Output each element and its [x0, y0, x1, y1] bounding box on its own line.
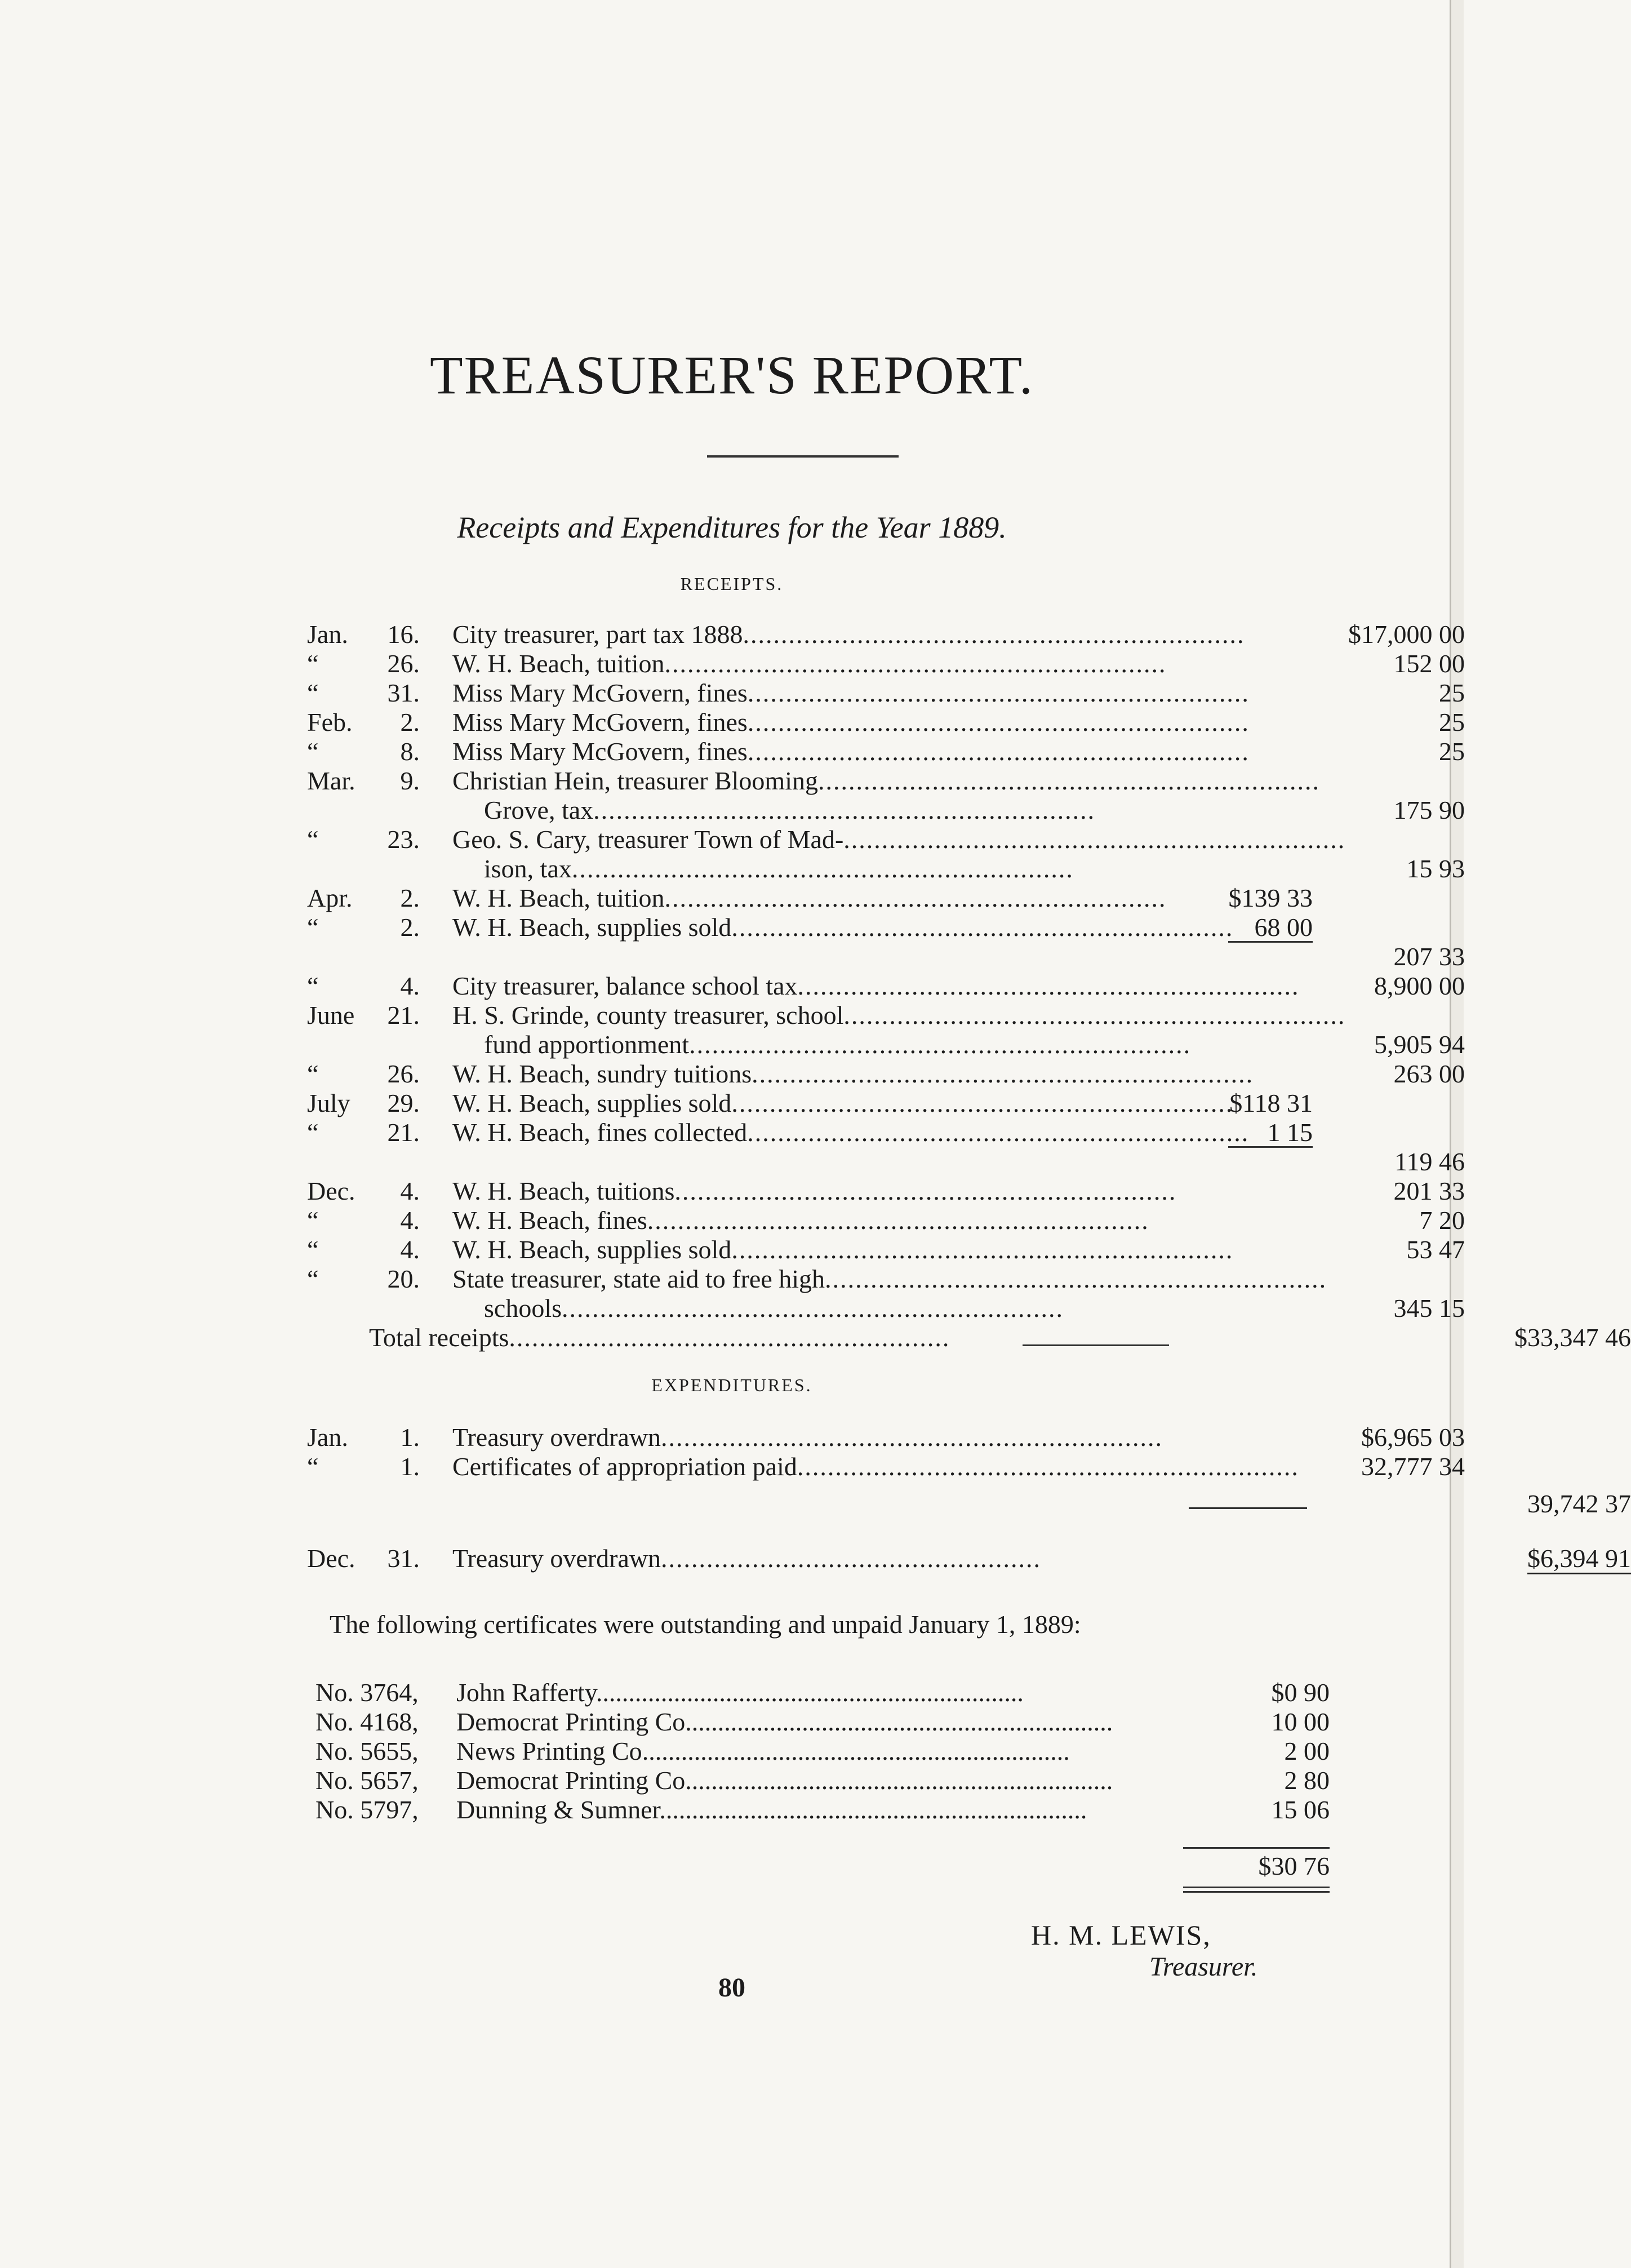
- entry-description: W. H. Beach, supplies sold..................................................................: [452, 1235, 1234, 1264]
- entry-amount: 25: [1439, 678, 1465, 707]
- certificate-payee: Dunning & Sumner..................................................................: [456, 1795, 1087, 1824]
- entry-amount: 25: [1439, 737, 1465, 766]
- certificates-double-rule: [1183, 1891, 1330, 1893]
- entry-description: Grove, tax..................................................................: [484, 796, 1096, 824]
- receipt-row: [307, 1059, 1465, 1089]
- entry-description: Certificates of appropriation paid..................................................................: [452, 1452, 1299, 1481]
- report-subtitle: Receipts and Expenditures for the Year 1889.: [457, 511, 1007, 544]
- entry-month: “: [307, 1118, 319, 1147]
- entry-text: W. H. Beach, fines collected: [452, 1118, 748, 1147]
- overdrawn-amount: $6,394 91: [1527, 1544, 1631, 1573]
- entry-text: Geo. S. Cary, treasurer Town of Mad-: [452, 825, 844, 854]
- entry-day: 9.: [400, 766, 420, 795]
- entry-month: Feb.: [307, 708, 353, 736]
- total-expenditures-amount: 39,742 37: [1527, 1489, 1631, 1518]
- entry-day: 4.: [400, 1177, 420, 1205]
- entry-month: “: [307, 971, 319, 1000]
- entry-month: Dec.: [307, 1544, 355, 1573]
- expenditure-row: [307, 1452, 1465, 1481]
- entry-text: City treasurer, balance school tax: [452, 971, 798, 1000]
- certificate-payee: Democrat Printing Co..................................................................: [456, 1707, 1113, 1736]
- entry-month: Jan.: [307, 1423, 348, 1452]
- entry-month: “: [307, 649, 319, 678]
- certificate-payee-text: Dunning & Sumner: [456, 1795, 660, 1824]
- certificate-row: [315, 1737, 1335, 1766]
- overdrawn-row: [307, 1544, 1631, 1573]
- certificate-payee: Democrat Printing Co..................................................................: [456, 1766, 1113, 1795]
- entry-day: 4.: [400, 1206, 420, 1235]
- entry-month: June: [307, 1001, 355, 1029]
- entry-day: 2.: [400, 884, 420, 912]
- entry-day: 1.: [400, 1452, 420, 1481]
- certificate-row: [315, 1795, 1335, 1825]
- receipt-row: [307, 766, 1338, 796]
- certificates-rule: [1183, 1847, 1330, 1849]
- certificate-number: No. 5655,: [315, 1737, 419, 1765]
- entry-text: H. S. Grinde, county treasurer, school: [452, 1001, 844, 1029]
- receipt-row: [307, 1001, 1346, 1030]
- total-receipts-row: [307, 1323, 1631, 1352]
- receipts-table: [307, 620, 1631, 1352]
- entry-text: W. H. Beach, sundry tuitions: [452, 1059, 752, 1088]
- entry-text: Miss Mary McGovern, fines: [452, 737, 748, 766]
- entry-description: H. S. Grinde, county treasurer, school..................................................................: [452, 1001, 1346, 1029]
- total-expenditures-row: [307, 1481, 1631, 1518]
- receipt-row: [307, 854, 1465, 884]
- entry-text: W. H. Beach, supplies sold: [452, 1089, 732, 1117]
- entry-description: W. H. Beach, tuition..................................................................: [452, 649, 1167, 678]
- entry-month: “: [307, 1206, 319, 1235]
- entry-amount: 263 00: [1393, 1059, 1465, 1088]
- receipt-row: [307, 796, 1465, 825]
- certificate-row: [315, 1707, 1335, 1737]
- entry-text: fund apportionment: [484, 1030, 690, 1059]
- entry-day: 21.: [387, 1118, 420, 1147]
- certificate-payee-text: Democrat Printing Co: [456, 1707, 686, 1736]
- entry-text: ison, tax: [484, 854, 572, 883]
- entry-month: Dec.: [307, 1177, 355, 1205]
- entry-amount: 8,900 00: [1374, 971, 1465, 1000]
- expenditures-heading: EXPENDITURES.: [651, 1375, 812, 1395]
- entry-day: 31.: [387, 678, 420, 707]
- entry-text: Miss Mary McGovern, fines: [452, 708, 748, 736]
- receipt-row: [307, 913, 1338, 942]
- entry-amount: 15 93: [1406, 854, 1465, 883]
- entry-month: “: [307, 825, 319, 854]
- entry-month: “: [307, 737, 319, 766]
- entry-text: Certificates of appropriation paid: [452, 1452, 797, 1481]
- certificates-double-rule: [1183, 1887, 1330, 1888]
- entry-text: schools: [484, 1294, 562, 1322]
- certificates-note: The following certificates were outstanding and unpaid January 1, 1889:: [330, 1610, 1081, 1639]
- entry-description: City treasurer, balance school tax..................................................................: [452, 971, 1300, 1000]
- page-number: 80: [718, 1973, 745, 2003]
- entry-amount: 207 33: [1393, 942, 1465, 971]
- receipt-row: [307, 1089, 1338, 1118]
- total-receipts-amount: $33,347 46: [1514, 1323, 1631, 1352]
- entry-month: “: [307, 1235, 319, 1264]
- entry-amount: 25: [1439, 708, 1465, 736]
- receipt-row: [307, 620, 1465, 649]
- receipt-row: [307, 971, 1465, 1001]
- page-edge: [1450, 0, 1464, 2268]
- receipt-row: [307, 1147, 1465, 1177]
- certificate-value-text: 2 80: [1284, 1766, 1330, 1795]
- entry-amount: 7 20: [1419, 1206, 1465, 1235]
- entry-description: W. H. Beach, supplies sold..................................................................: [452, 1089, 1234, 1117]
- entry-amount: $17,000 00: [1348, 620, 1465, 649]
- page-title: TREASURER'S REPORT.: [430, 345, 1034, 405]
- certificate-number: No. 5657,: [315, 1766, 419, 1795]
- entry-text: State treasurer, state aid to free high: [452, 1264, 825, 1293]
- receipt-row: [307, 1294, 1465, 1323]
- entry-day: 4.: [400, 971, 420, 1000]
- receipts-heading: RECEIPTS.: [680, 574, 784, 594]
- receipt-row: [307, 1206, 1465, 1235]
- receipt-row: [307, 1030, 1465, 1059]
- certificate-number: No. 3764,: [315, 1678, 419, 1707]
- certificate-number: No. 4168,: [315, 1707, 419, 1736]
- entry-month: “: [307, 913, 319, 942]
- signature-title: Treasurer.: [1149, 1952, 1258, 1982]
- entry-description: Geo. S. Cary, treasurer Town of Mad-..................................................................: [452, 825, 1346, 854]
- certificate-value-text: 2 00: [1284, 1737, 1330, 1765]
- entry-amount: 201 33: [1393, 1177, 1465, 1205]
- entry-description: ison, tax..................................................................: [484, 854, 1074, 883]
- entry-day: 31.: [387, 1544, 420, 1573]
- entry-day: 29.: [387, 1089, 420, 1117]
- total-receipts-text: Total receipts: [369, 1323, 509, 1352]
- entry-description: State treasurer, state aid to free high..................................................................: [452, 1264, 1327, 1293]
- entry-amount: 32,777 34: [1361, 1452, 1465, 1481]
- entry-month: “: [307, 678, 319, 707]
- entry-description: schools..................................................................: [484, 1294, 1064, 1322]
- total-receipts-label: Total receipts..........................................................: [369, 1323, 950, 1352]
- entry-amount: 5,905 94: [1374, 1030, 1465, 1059]
- entry-text: Treasury overdrawn: [452, 1423, 661, 1452]
- entry-description: Miss Mary McGovern, fines..................................................................: [452, 737, 1250, 766]
- entry-day: 16.: [387, 620, 420, 649]
- entry-day: 26.: [387, 649, 420, 678]
- entry-month: Apr.: [307, 884, 353, 912]
- entry-month: Mar.: [307, 766, 355, 795]
- entry-description: Miss Mary McGovern, fines..................................................................: [452, 678, 1250, 707]
- entry-day: 2.: [400, 708, 420, 736]
- entry-text: W. H. Beach, fines: [452, 1206, 647, 1235]
- entry-description: Christian Hein, treasurer Blooming..................................................................: [452, 766, 1320, 795]
- entry-text: W. H. Beach, supplies sold: [452, 913, 732, 942]
- certificate-value-text: 10 00: [1271, 1707, 1330, 1736]
- entry-day: 1.: [400, 1423, 420, 1452]
- entry-text: Christian Hein, treasurer Blooming: [452, 766, 818, 795]
- certificates-list: [315, 1678, 1335, 1825]
- certificate-value-text: $0 90: [1271, 1678, 1330, 1707]
- receipt-row: [307, 737, 1465, 766]
- entry-month: “: [307, 1452, 319, 1481]
- entry-subamount: 68 00: [1254, 913, 1313, 942]
- receipt-row: [307, 678, 1465, 708]
- entry-day: 4.: [400, 1235, 420, 1264]
- entry-amount: 119 46: [1394, 1147, 1465, 1176]
- expenditure-row: [307, 1423, 1465, 1452]
- receipt-row: [307, 708, 1465, 737]
- entry-text: Miss Mary McGovern, fines: [452, 678, 748, 707]
- total-receipts-rule: [1023, 1344, 1169, 1346]
- entry-day: 20.: [387, 1264, 420, 1293]
- entry-day: 23.: [387, 825, 420, 854]
- certificate-value-text: 15 06: [1271, 1795, 1330, 1824]
- entry-month: July: [307, 1089, 350, 1117]
- title-divider: [707, 455, 899, 458]
- entry-description: W. H. Beach, fines collected..................................................................: [452, 1118, 1250, 1147]
- entry-description: Treasury overdrawn..................................................................: [452, 1423, 1163, 1452]
- entry-text: W. H. Beach, tuition: [452, 884, 665, 912]
- certificate-payee-text: John Rafferty: [456, 1678, 596, 1707]
- entry-day: 26.: [387, 1059, 420, 1088]
- entry-description: W. H. Beach, tuition..................................................................: [452, 884, 1167, 912]
- entry-amount: 152 00: [1393, 649, 1465, 678]
- entry-text: Grove, tax: [484, 796, 594, 824]
- entry-description: fund apportionment..................................................................: [484, 1030, 1192, 1059]
- certificate-payee-text: News Printing Co: [456, 1737, 642, 1765]
- expenditures-table: [307, 1423, 1631, 1518]
- certificate-payee: News Printing Co..................................................................: [456, 1737, 1070, 1765]
- receipt-row: [307, 1264, 1338, 1294]
- entry-description: W. H. Beach, sundry tuitions..................................................................: [452, 1059, 1254, 1088]
- entry-month: Jan.: [307, 620, 348, 649]
- entry-subamount: $139 33: [1228, 884, 1313, 912]
- receipt-row: [307, 884, 1338, 913]
- receipt-row: [307, 942, 1465, 971]
- entry-text: W. H. Beach, tuitions: [452, 1177, 675, 1205]
- signature-name: H. M. LEWIS,: [1031, 1919, 1211, 1951]
- entry-description: W. H. Beach, tuitions..................................................................: [452, 1177, 1177, 1205]
- receipt-row: [307, 1235, 1465, 1264]
- receipt-row: [307, 1177, 1465, 1206]
- entry-amount: 53 47: [1406, 1235, 1465, 1264]
- entry-month: “: [307, 1059, 319, 1088]
- entry-day: 21.: [387, 1001, 420, 1029]
- entry-day: 8.: [400, 737, 420, 766]
- entry-text: W. H. Beach, tuition: [452, 649, 665, 678]
- certificates-total: $30 76: [1258, 1852, 1330, 1880]
- entry-text: W. H. Beach, supplies sold: [452, 1235, 732, 1264]
- entry-description: Treasury overdrawn..................................................: [452, 1544, 1042, 1573]
- entry-amount: $6,965 03: [1361, 1423, 1465, 1452]
- receipt-row: [307, 825, 1346, 854]
- entry-amount: 345 15: [1393, 1294, 1465, 1322]
- certificate-row: [315, 1766, 1335, 1795]
- certificate-row: [315, 1678, 1335, 1707]
- entry-month: “: [307, 1264, 319, 1293]
- certificate-payee-text: Democrat Printing Co: [456, 1766, 686, 1795]
- entry-amount: 175 90: [1393, 796, 1465, 824]
- entry-description: Miss Mary McGovern, fines..................................................................: [452, 708, 1250, 736]
- entry-description: W. H. Beach, fines..................................................................: [452, 1206, 1149, 1235]
- receipt-row: [307, 1118, 1338, 1147]
- certificate-payee: John Rafferty..................................................................: [456, 1678, 1024, 1707]
- entry-subamount: $118 31: [1229, 1089, 1313, 1117]
- entry-text: City treasurer, part tax 1888: [452, 620, 743, 649]
- entry-day: 2.: [400, 913, 420, 942]
- certificate-number: No. 5797,: [315, 1795, 419, 1824]
- entry-subamount: 1 15: [1267, 1118, 1313, 1147]
- receipt-row: [307, 649, 1465, 678]
- entry-description: W. H. Beach, supplies sold..................................................................: [452, 913, 1234, 942]
- entry-description: City treasurer, part tax 1888..................................................................: [452, 620, 1245, 649]
